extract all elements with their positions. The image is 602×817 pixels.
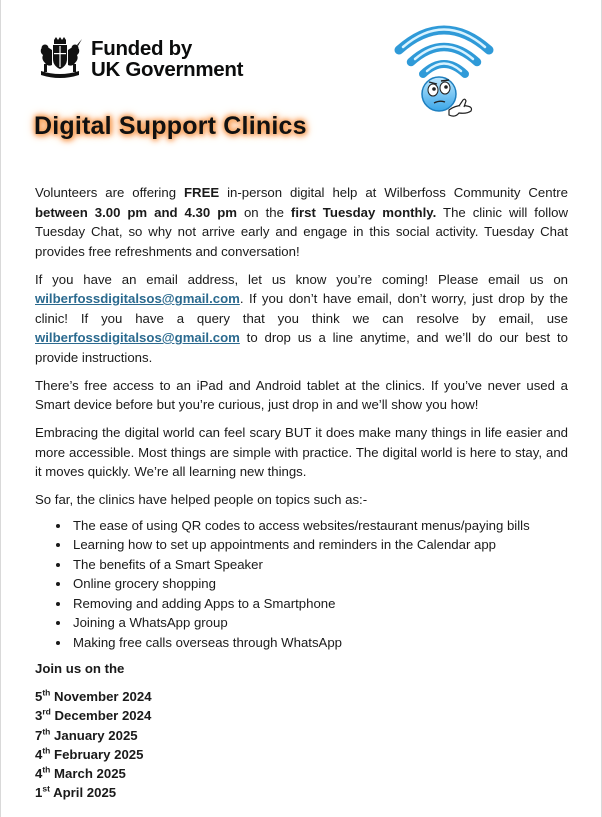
date-day: 3 (35, 708, 43, 724)
list-item: • The benefits of a Smart Speaker (71, 555, 568, 575)
date-item (35, 764, 568, 783)
topics-intro: So far, the clinics have helped people on topics such as:- (35, 492, 368, 507)
intro-paragraph (35, 183, 568, 261)
list-item: • Joining a WhatsApp group (71, 613, 568, 633)
intro-text: in-person digital help at Wilberfoss Community Centre (219, 185, 568, 200)
intro-text: Volunteers are offering (35, 185, 184, 200)
date-day: 4 (35, 765, 43, 781)
logo-line-2: UK Government (91, 58, 244, 81)
page-title: Digital Support Clinics (34, 112, 307, 140)
date-rest: March 2025 (50, 765, 126, 781)
list-item: • Removing and adding Apps to a Smartphone (71, 594, 568, 614)
date-rest: November 2024 (50, 689, 152, 705)
intro-text: on the (236, 204, 291, 220)
email-text: . If you don’t have email, don’t worry, just drop by the clinic! If you have a query that you think we can resolve by email, use (35, 291, 568, 326)
date-item (35, 783, 568, 802)
email-link[interactable]: wilberfossdigitalsos@gmail.com (35, 291, 240, 306)
date-item (35, 745, 568, 764)
dates-list (35, 687, 568, 802)
list-item: • Learning how to set up appointments and reminders in the Calendar app (71, 535, 568, 555)
list-item: • The ease of using QR codes to access websites/restaurant menus/paying bills (71, 516, 568, 536)
email-paragraph (35, 270, 568, 368)
date-item (35, 687, 568, 706)
date-rest: February 2025 (50, 746, 144, 762)
royal-coat-of-arms-icon (37, 37, 83, 81)
embrace-paragraph: Embracing the digital world can feel scary BUT it does make many things in life easier and more accessible. Most things are simple with practice. The digital world is here to stay, and it moves quickly. We’re all learning new things. (35, 425, 568, 479)
schedule-emphasis: first Tuesday monthly. (290, 204, 437, 220)
list-item: • Making free calls overseas through WhatsApp (71, 633, 568, 653)
date-suffix: th (42, 745, 51, 756)
topics-list (35, 516, 568, 653)
date-item (35, 706, 568, 725)
access-paragraph: There’s free access to an iPad and Android tablet at the clinics. If you’ve never used a Smart device before but you’re curious, just drop in and we’ll show you how! (35, 377, 568, 412)
date-suffix: rd (42, 706, 51, 717)
date-day: 5 (35, 689, 43, 705)
free-emphasis: FREE (183, 185, 220, 200)
logo-line-1: Funded by (91, 37, 192, 60)
date-rest: April 2025 (49, 785, 117, 801)
uk-government-logo (37, 37, 243, 81)
date-suffix: th (42, 764, 51, 775)
date-day: 4 (35, 746, 43, 762)
wifi-mascot-icon (389, 14, 499, 124)
email-link[interactable]: wilberfossdigitalsos@gmail.com (35, 330, 240, 345)
email-text: If you have an email address, let us know you’re coming! Please email us on (35, 271, 568, 287)
date-suffix: th (42, 726, 51, 737)
date-item (35, 726, 568, 745)
date-rest: December 2024 (50, 708, 152, 724)
date-day: 7 (35, 727, 43, 743)
intro-text: The clinic will follow Tuesday Chat, so why not arrive early and engage in this social activity. Tuesday Chat provides free refreshments and conversation! (35, 204, 569, 259)
date-suffix: th (42, 687, 51, 698)
time-emphasis: between 3.00 pm and 4.30 pm (35, 204, 237, 220)
date-suffix: st (42, 783, 50, 794)
list-item: • Online grocery shopping (71, 574, 568, 594)
email-text: to drop us a line anytime, and we’ll do our best to provide instructions. (35, 330, 568, 365)
date-rest: January 2025 (50, 727, 138, 743)
date-day: 1 (35, 785, 43, 801)
join-heading: Join us on the (35, 660, 125, 676)
flyer-body (35, 183, 568, 802)
